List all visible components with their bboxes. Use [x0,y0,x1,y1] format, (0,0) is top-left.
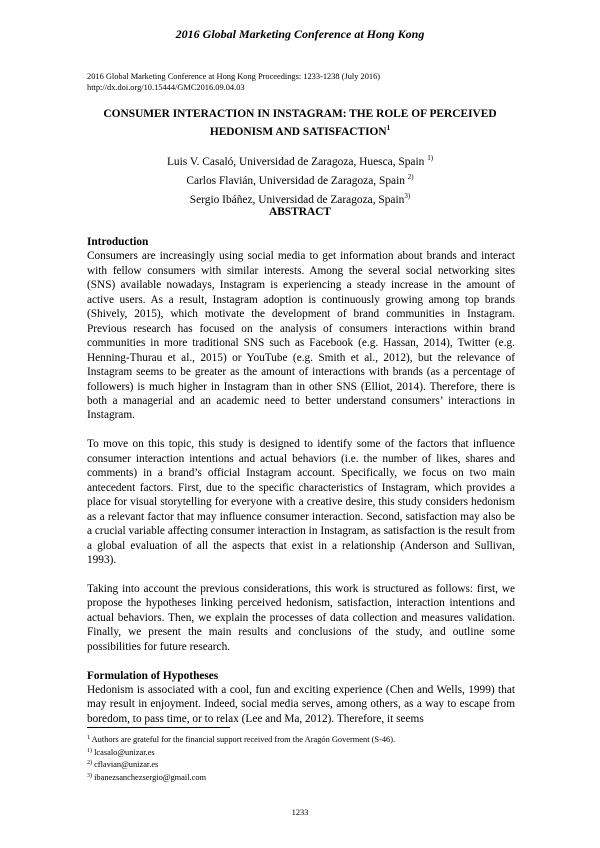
title-footnote-mark: 1 [386,124,391,132]
section-heading-hypotheses: Formulation of Hypotheses [87,669,219,682]
section-heading-introduction: Introduction [87,236,149,248]
section-spacer [87,654,515,668]
author-line [0,170,600,189]
title-line-2 [80,121,520,139]
author-affiliation: Luis V. Casaló, Universidad de Zaragoza, Huesca, Spain [166,156,428,168]
author-footnote-mark: 2) [407,173,414,181]
paragraph: Hedonism is associated with a cool, fun and exciting experience (Chen and Wells, 1999) that may result in enjoyment. Indeed, social media serves, among others, as a way to escape from boredom, to pass time, or to relax (Lee and Ma, 2012). Therefore, it seems [87,684,515,725]
author-affiliation: Sergio Ibáñez, Universidad de Zaragoza, Spain [189,194,405,206]
footnote-text: Authors are grateful for the financial support received from the Aragón Goverment (S-46). [90,735,396,744]
footnote-mark: 3) [87,772,92,779]
author-affiliation: Carlos Flavián, Universidad de Zaragoza, Spain [186,175,408,187]
footnote-mark: 2) [87,760,92,767]
author-list [0,151,600,208]
author-footnote-mark: 1) [427,154,434,162]
footnote-mark: 1 [87,735,90,741]
author-footnote-mark: 3) [404,192,411,200]
footnote [87,758,515,771]
abstract-heading: ABSTRACT [268,206,332,218]
citation-proceedings: 2016 Global Marketing Conference at Hong Kong Proceedings: 1233-1238 (July 2016) [87,72,381,81]
footnote [87,746,515,759]
footnote [87,771,515,784]
footnote-mark: 1) [87,747,92,754]
abstract-body [87,235,515,726]
footnote-divider [87,727,230,728]
footnote-email[interactable]: lcasalo@unizar.es [92,747,155,757]
paragraph: Taking into account the previous considerations, this work is structured as follows: first, we propose the hypotheses linking perceived hedonism, satisfaction, interaction intentions and actual behaviors. Then, we explain the processes of data collection and measures validation. Finally, we present the main results and conclusions of the study, and outline some possibilities for future research. [87,582,515,653]
author-line [0,151,600,170]
footnote-email[interactable]: ibanezsanchezsergio@gmail.com [92,772,207,782]
paper-title [80,107,520,139]
running-header: 2016 Global Marketing Conference at Hong Kong [175,27,425,41]
title-line-1: CONSUMER INTERACTION IN INSTAGRAM: THE ROLE OF PERCEIVED [103,108,497,120]
footnotes [87,733,515,783]
footnote [87,733,515,746]
citation-doi-link[interactable]: http://dx.doi.org/10.15444/GMC2016.09.04.03 [87,83,245,92]
title-line-2-text: HEDONISM AND SATISFACTION [209,126,387,138]
citation-block [87,71,517,93]
footnote-email[interactable]: cflavian@unizar.es [92,760,159,770]
page-number: 1233 [291,808,309,817]
paragraph: To move on this topic, this study is designed to identify some of the factors that influence consumer interaction intentions and actual behaviors (i.e. the number of likes, shares and comments) in a brand’s official Instagram account. Specifically, we focus on two main antecedent factors. First, due to the specific characteristics of Instagram, which provides a place for visual storytelling for everyone with a creative desire, this study considers hedonism as a relevant factor that may influence consumer interaction. Second, satisfaction may also be a crucial variable affecting consumer interaction in Instagram, as satisfaction is the result from a global evaluation of all the aspects that exist in a relationship (Anderson and Sullivan, 1993). [87,438,515,566]
paragraph: Consumers are increasingly using social media to get information about brands and interact with fellow consumers with similar interests. Among the several social networking sites (SNS) available nowadays, Instagram is experiencing a steady increase in the amount of active users. As a result, Instagram adoption is continuously growing among top brands (Shively, 2015), which motivate the development of brand communities in Instagram. Previous research has focused on the analysis of consumers interactions within brand communities in more traditional SNS such as Facebook (e.g. Hassan, 2014), Twitter (e.g. Henning-Thurau et al., 2015) or YouTube (e.g. Smith et al., 2012), but the relevance of Instagram seems to be greater as the amount of interactions with brands (as a percentage of followers) is much higher in Instagram than in other SNS (Elliot, 2014). Therefore, there is both a managerial and an academic need to better understand consumers’ interactions in Instagram. [87,250,515,422]
